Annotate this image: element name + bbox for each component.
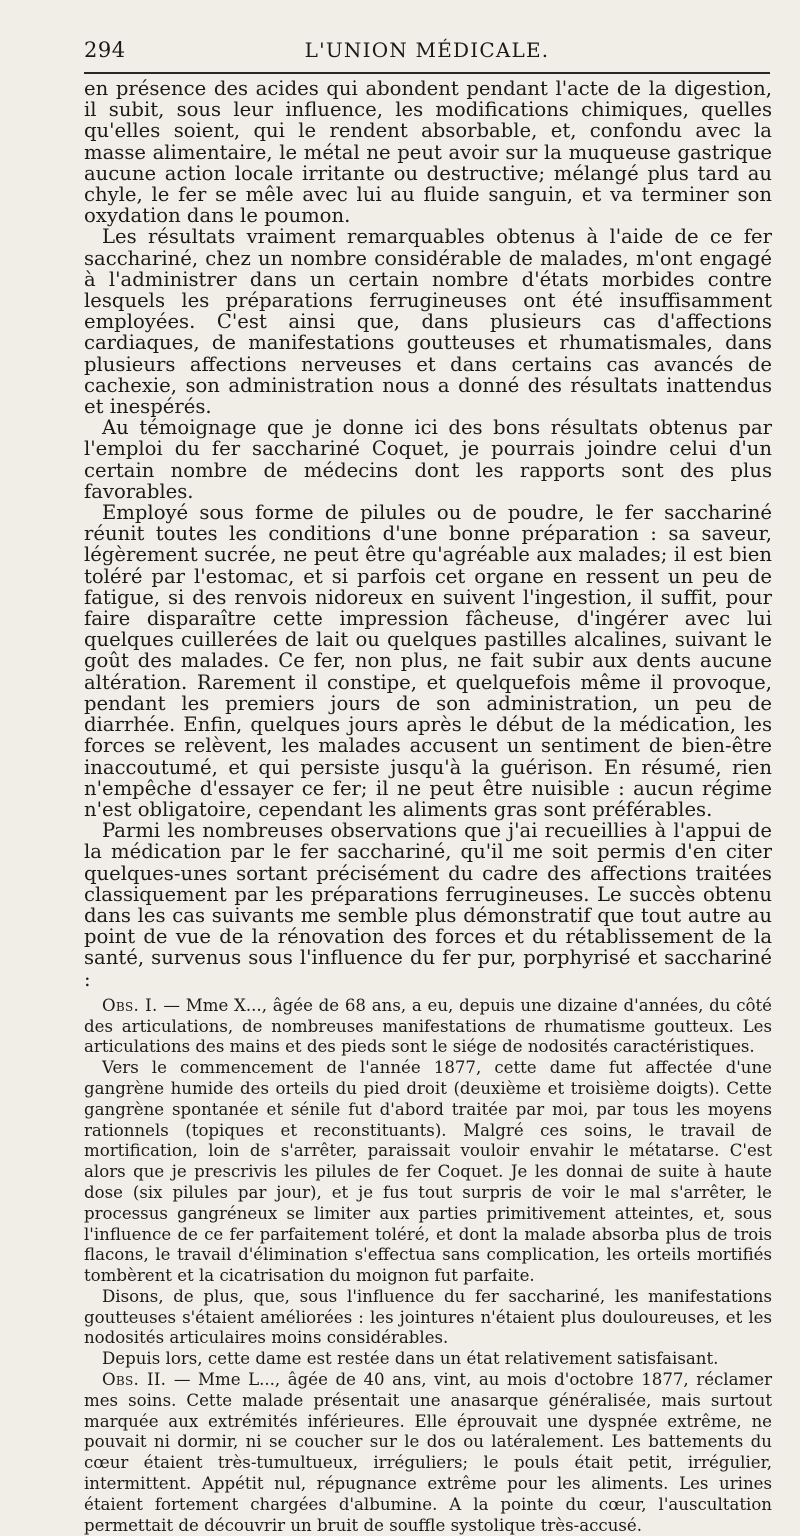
paragraph: Au témoignage que je donne ici des bons résultats obtenus par l'emploi du fer sacchariné Coquet, je pourrais joindre celui d'un certain nombre de médecins dont les rapports sont des plus favorables. [84, 416, 772, 503]
observation-label: Obs. II. [102, 1370, 167, 1390]
observation-paragraph: Depuis lors, cette dame est restée dans un état relativement satisfaisant. [102, 1349, 719, 1369]
paragraph: en présence des acides qui abondent pendant l'acte de la digestion, il subit, sous leur influence, les modifications chimiques, quelles qu'elles soient, qui le rendent absorbable, et, confondu avec la masse alimentaire, le métal ne peut avoir sur la muqueuse gastrique aucune action locale irritante ou destructive; mélangé plus tard au chyle, le fer se mêle avec lui au fluide sanguin, et va terminer son oxydation dans le poumon. [84, 77, 772, 228]
paragraph: Employé sous forme de pilules ou de poudre, le fer sacchariné réunit toutes les conditions d'une bonne préparation : sa saveur, légèrement sucrée, ne peut être qu'agréable aux malades; il est bien toléré par l'estomac, et si parfois cet organe en ressent un peu de fatigue, si des renvois nidoreux en suivent l'ingestion, il suffit, pour faire disparaître cette impression fâcheuse, d'ingérer avec lui quelques cuillerées de lait ou quelques pastilles alcalines, suivant le goût des malades. Ce fer, non plus, ne fait subir aux dents aucune altération. Rarement il constipe, et quelquefois même il provoque, pendant les premiers jours de son administration, un peu de diarrhée. Enfin, quelques jours après le début de la médication, les forces se relèvent, les malades accusent un sentiment de bien-être inaccoutumé, et qui persiste jusqu'à la guérison. En résumé, rien n'empêche d'essayer ce fer; il ne peut être nuisible : aucun régime n'est obligatoire, cependant les aliments gras sont préférables. [84, 501, 772, 821]
observation-label: Obs. I. [102, 995, 158, 1015]
running-title: L'UNION MÉDICALE. [304, 38, 550, 62]
header-rule [84, 72, 770, 74]
paragraph: Parmi les nombreuses observations que j'ai recueillies à l'appui de la médication par le fer sacchariné, qu'il me soit permis d'en citer quelques-unes sortant précisément du cadre des affections traitées classiquement par les préparations ferrugineuses. Le succès obtenu dans les cas suivants me semble plus démonstratif que tout autre au point de vue de la rénovation des forces et du rétablissement de la santé, survenus sous l'influence du fer pur, porphyrisé et sacchariné : [84, 819, 772, 991]
observation-2 [84, 1370, 772, 1536]
observation-paragraph: Disons, de plus, que, sous l'influence du fer sacchariné, les manifestations goutteuses s'étaient améliorées : les jointures n'étaient plus douloureuses, et les nodosités articulaires moins considérables. [84, 1286, 772, 1348]
observation-paragraph: Vers le commencement de l'année 1877, cette dame fut affectée d'une gangrène humide des orteils du pied droit (deuxième et troisième doigts). Cette gangrène spontanée et sénile fut d'abord traitée par moi, par tous les moyens rationnels (topiques et reconstituants). Malgré ces soins, le travail de mortification, loin de s'arrêter, paraissait vouloir envahir le métatarse. C'est alors que je prescrivis les pilules de fer Coquet. Je les donnai de suite à haute dose (six pilules par jour), et je fus tout surpris de voir le mal s'arrêter, le processus gangréneux se limiter aux parties primitivement atteintes, et, sous l'influence de ce fer parfaitement toléré, et dont la malade absorba plus de trois flacons, le travail d'élimination s'effectua sans complication, les orteils mortifiés tombèrent et la cicatrisation du moignon fut parfaite. [84, 1058, 772, 1286]
page-number: 294 [84, 38, 126, 62]
page-header [84, 34, 770, 68]
observation-1 [84, 996, 772, 1058]
observation-text: — Mme L..., âgée de 40 ans, vint, au mois d'octobre 1877, réclamer mes soins. Cette malade présentait une anasarque généralisée, mais surtout marquée aux extrémités inférieures. Elle éprouvait une dyspnée extrême, ne pouvait ni dormir, ni se coucher sur le dos ou latéralement. Les battements du cœur étaient très-tumultueux, irréguliers; le pouls était petit, irrégulier, intermittent. Appétit nul, répugnance extrême pour les aliments. Les urines étaient fortement chargées d'albumine. A la pointe du cœur, l'auscultation permettait de découvrir un bruit de souffle systolique très-accusé. [84, 1370, 772, 1535]
article-body [84, 78, 772, 1536]
paragraph: Les résultats vraiment remarquables obtenus à l'aide de ce fer sacchariné, chez un nombre considérable de malades, m'ont engagé à l'administrer dans un certain nombre d'états morbides contre lesquels les préparations ferrugineuses ont été insuffisamment employées. C'est ainsi que, dans plusieurs cas d'affections cardiaques, de manifestations goutteuses et rhumatismales, dans plusieurs affections nerveuses et dans certains cas avancés de cachexie, son administration nous a donné des résultats inattendus et inespérés. [84, 225, 772, 419]
observation-text: — Mme X..., âgée de 68 ans, a eu, depuis une dizaine d'années, du côté des articulations, de nombreuses manifestations de rhumatisme goutteux. Les articulations des mains et des pieds sont le siége de nodosités caractéristiques. [84, 995, 773, 1057]
